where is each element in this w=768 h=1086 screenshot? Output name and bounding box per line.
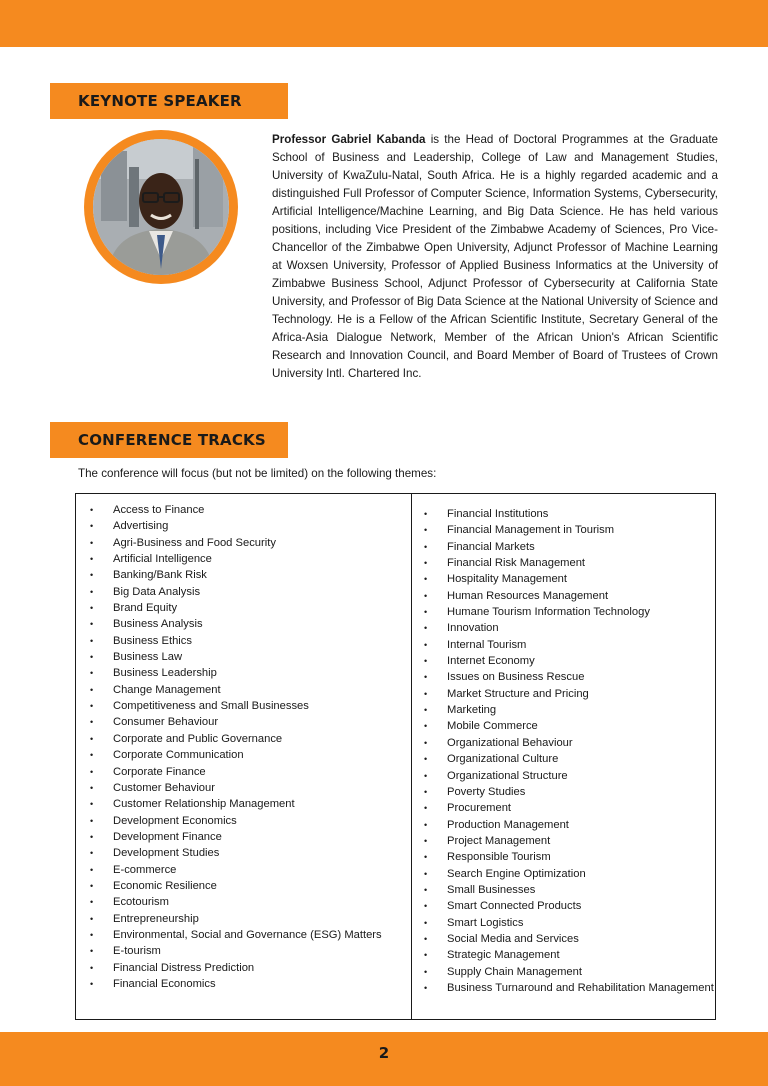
track-label: Competitiveness and Small Businesses <box>113 700 309 713</box>
bullet-icon: • <box>90 570 94 581</box>
track-label: Development Studies <box>113 847 220 860</box>
track-item <box>412 898 715 914</box>
track-item <box>412 604 715 620</box>
track-label: Environmental, Social and Governance (ESG) Matters <box>113 928 382 941</box>
track-label: Corporate and Public Governance <box>113 732 283 745</box>
bullet-icon: • <box>424 623 428 634</box>
track-label: Internet Economy <box>447 655 535 668</box>
bullet-icon: • <box>424 852 428 863</box>
bullet-icon: • <box>424 688 428 699</box>
track-label: Financial Distress Prediction <box>113 961 255 974</box>
track-label: Development Economics <box>113 814 237 827</box>
track-label: Banking/Bank Risk <box>113 569 207 582</box>
track-item <box>76 747 411 763</box>
track-item <box>412 866 715 882</box>
track-item <box>76 813 411 829</box>
bullet-icon: • <box>90 848 94 859</box>
bullet-icon: • <box>90 701 94 712</box>
bullet-icon: • <box>424 917 428 928</box>
track-label: Economic Resilience <box>113 879 217 892</box>
track-label: Small Businesses <box>447 883 536 896</box>
bullet-icon: • <box>90 586 94 597</box>
track-label: Poverty Studies <box>447 785 526 798</box>
track-item <box>412 735 715 751</box>
track-item <box>76 682 411 698</box>
bullet-icon: • <box>424 884 428 895</box>
bullet-icon: • <box>90 505 94 515</box>
track-item <box>412 522 715 538</box>
track-item <box>412 653 715 669</box>
track-item <box>76 731 411 747</box>
bullet-icon: • <box>424 656 428 667</box>
track-item <box>412 620 715 636</box>
bullet-icon: • <box>424 509 428 519</box>
speaker-photo-frame <box>84 130 238 284</box>
track-label: Entrepreneurship <box>113 912 199 925</box>
bullet-icon: • <box>90 978 94 989</box>
tracks-heading: CONFERENCE TRACKS <box>78 431 266 449</box>
track-label: Financial Management in Tourism <box>447 524 615 537</box>
track-label: Financial Economics <box>113 977 216 990</box>
track-item <box>76 862 411 878</box>
track-item <box>76 518 411 534</box>
track-item <box>76 845 411 861</box>
track-label: Financial Institutions <box>447 508 549 520</box>
track-item <box>412 588 715 604</box>
bullet-icon: • <box>90 815 94 826</box>
track-item <box>412 784 715 800</box>
track-label: Access to Finance <box>113 504 205 516</box>
track-item <box>76 976 411 992</box>
track-item <box>76 764 411 780</box>
track-item <box>412 686 715 702</box>
track-item <box>76 796 411 812</box>
track-item <box>412 849 715 865</box>
track-item <box>76 943 411 959</box>
track-label: Search Engine Optimization <box>447 867 586 880</box>
track-label: Business Turnaround and Rehabilitation Management <box>447 981 714 994</box>
keynote-heading: KEYNOTE SPEAKER <box>78 92 242 110</box>
bullet-icon: • <box>90 717 94 728</box>
tracks-heading-bar <box>50 422 288 458</box>
bullet-icon: • <box>90 652 94 663</box>
track-item <box>76 567 411 583</box>
bullet-icon: • <box>424 721 428 732</box>
bullet-icon: • <box>424 574 428 585</box>
track-label: Business Analysis <box>113 618 203 631</box>
bullet-icon: • <box>424 607 428 618</box>
track-item <box>76 551 411 567</box>
track-label: Agri-Business and Food Security <box>113 536 276 549</box>
track-item <box>76 584 411 600</box>
track-label: Issues on Business Rescue <box>447 671 585 684</box>
speaker-photo <box>93 139 229 275</box>
track-label: Responsible Tourism <box>447 851 551 864</box>
track-item <box>76 960 411 976</box>
bullet-icon: • <box>90 864 94 875</box>
track-label: Procurement <box>447 802 512 815</box>
track-item <box>76 829 411 845</box>
footer-banner <box>0 1032 768 1086</box>
track-item <box>76 780 411 796</box>
bullet-icon: • <box>424 819 428 830</box>
bullet-icon: • <box>90 554 94 565</box>
bullet-icon: • <box>90 603 94 614</box>
track-item <box>412 751 715 767</box>
track-item <box>412 768 715 784</box>
track-item <box>412 702 715 718</box>
speaker-name: Professor Gabriel Kabanda <box>272 133 426 146</box>
bullet-icon: • <box>424 590 428 601</box>
track-label: E-commerce <box>113 863 177 876</box>
bullet-icon: • <box>90 766 94 777</box>
bullet-icon: • <box>424 705 428 716</box>
bullet-icon: • <box>90 929 94 940</box>
track-label: Development Finance <box>113 830 222 843</box>
bullet-icon: • <box>424 639 428 650</box>
track-item <box>412 571 715 587</box>
bullet-icon: • <box>424 672 428 683</box>
bullet-icon: • <box>424 754 428 765</box>
bullet-icon: • <box>424 541 428 552</box>
track-label: Organizational Culture <box>447 753 559 766</box>
track-label: Big Data Analysis <box>113 585 201 598</box>
bullet-icon: • <box>90 946 94 957</box>
tracks-list-right <box>412 506 715 996</box>
track-label: Humane Tourism Information Technology <box>447 606 650 619</box>
track-label: Production Management <box>447 818 569 831</box>
bullet-icon: • <box>90 733 94 744</box>
track-label: Organizational Structure <box>447 769 568 782</box>
track-item <box>412 718 715 734</box>
bullet-icon: • <box>424 786 428 797</box>
track-item <box>412 947 715 963</box>
track-label: Corporate Finance <box>113 765 206 778</box>
track-item <box>76 665 411 681</box>
track-item <box>412 964 715 980</box>
track-label: Human Resources Management <box>447 589 609 602</box>
bullet-icon: • <box>424 558 428 569</box>
track-label: Financial Markets <box>447 540 535 553</box>
speaker-bio-text: is the Head of Doctoral Programmes at the Graduate School of Business and Leadership, College of Law and Management Studies, University of KwaZulu-Natal, South Africa. He is a highly regarded academic and a distinguished Full Professor of Computer Science, Information Systems, Cybersecurity, Artificial Intelligence/Machine Learning, and Big Data Science. He has held various positions, including Vice President of the Zimbabwe Academy of Sciences, Pro Vice-Chancellor of the Zimbabwe Open University, Adjunct Professor of Machine Learning at Woxsen University, Professor of Applied Business Informatics at the University of Zimbabwe Business School, Adjunct Professor of Cybersecurity at California State University, and Professor of Big Data Science at the National University of Science and Technology. He is a Fellow of the African Scientific Institute, Secretary General of the Africa-Asia Dialogue Network, Member of the African Union's African Scientific Research and Innovation Council, and Board Member of Board of Trustees of Crown University Intl. Chartered Inc. <box>272 133 718 380</box>
bullet-icon: • <box>90 913 94 924</box>
track-label: Business Leadership <box>113 667 217 680</box>
speaker-bio <box>272 131 718 383</box>
bullet-icon: • <box>90 897 94 908</box>
bullet-icon: • <box>90 668 94 679</box>
track-item <box>412 539 715 555</box>
track-label: Hospitality Management <box>447 573 568 586</box>
top-banner <box>0 0 768 47</box>
track-label: Mobile Commerce <box>447 720 538 733</box>
track-label: Consumer Behaviour <box>113 716 219 729</box>
track-label: Artificial Intelligence <box>113 553 212 566</box>
track-label: Ecotourism <box>113 896 169 909</box>
track-item <box>412 882 715 898</box>
bullet-icon: • <box>90 831 94 842</box>
bullet-icon: • <box>424 966 428 977</box>
tracks-column-right <box>412 494 715 1019</box>
track-item <box>76 894 411 910</box>
tracks-column-left <box>76 494 412 1019</box>
tracks-intro: The conference will focus (but not be limited) on the following themes: <box>78 467 437 480</box>
track-item <box>412 637 715 653</box>
bullet-icon: • <box>90 635 94 646</box>
bullet-icon: • <box>90 684 94 695</box>
tracks-list-left <box>76 502 411 992</box>
track-item <box>76 927 411 943</box>
bullet-icon: • <box>424 737 428 748</box>
bullet-icon: • <box>90 782 94 793</box>
track-item <box>76 616 411 632</box>
track-item <box>412 669 715 685</box>
bullet-icon: • <box>90 880 94 891</box>
keynote-heading-bar <box>50 83 288 119</box>
track-label: Internal Tourism <box>447 638 527 651</box>
bullet-icon: • <box>424 950 428 961</box>
track-label: E-tourism <box>113 945 161 958</box>
track-label: Customer Behaviour <box>113 781 215 794</box>
track-label: Corporate Communication <box>113 749 244 762</box>
track-item <box>412 931 715 947</box>
track-item <box>76 600 411 616</box>
track-label: Innovation <box>447 622 499 635</box>
track-label: Customer Relationship Management <box>113 798 295 811</box>
track-label: Organizational Behaviour <box>447 736 573 749</box>
track-item <box>76 911 411 927</box>
bullet-icon: • <box>90 537 94 548</box>
track-item <box>76 649 411 665</box>
track-item <box>76 714 411 730</box>
track-label: Business Ethics <box>113 634 192 647</box>
page-number: 2 <box>378 1044 390 1062</box>
track-label: Business Law <box>113 651 183 664</box>
track-item <box>412 980 715 996</box>
track-label: Market Structure and Pricing <box>447 687 589 700</box>
track-item <box>76 502 411 518</box>
track-item <box>76 633 411 649</box>
track-label: Financial Risk Management <box>447 557 586 570</box>
track-label: Strategic Management <box>447 949 560 962</box>
track-label: Social Media and Services <box>447 932 579 945</box>
bullet-icon: • <box>90 750 94 761</box>
track-label: Marketing <box>447 704 497 717</box>
track-item <box>412 800 715 816</box>
bullet-icon: • <box>90 962 94 973</box>
track-label: Supply Chain Management <box>447 965 582 978</box>
track-item <box>412 506 715 522</box>
track-label: Project Management <box>447 834 551 847</box>
track-item <box>412 817 715 833</box>
bullet-icon: • <box>424 835 428 846</box>
track-item <box>76 698 411 714</box>
track-item <box>412 915 715 931</box>
track-item <box>76 535 411 551</box>
tracks-table <box>75 493 716 1020</box>
bullet-icon: • <box>424 525 428 536</box>
track-item <box>412 555 715 571</box>
bullet-icon: • <box>424 868 428 879</box>
track-label: Brand Equity <box>113 602 178 615</box>
track-item <box>76 878 411 894</box>
bullet-icon: • <box>90 799 94 810</box>
track-label: Smart Logistics <box>447 916 524 929</box>
track-label: Change Management <box>113 683 221 696</box>
bullet-icon: • <box>424 803 428 814</box>
bullet-icon: • <box>90 619 94 630</box>
bullet-icon: • <box>424 770 428 781</box>
bullet-icon: • <box>424 982 428 993</box>
bullet-icon: • <box>424 901 428 912</box>
track-label: Smart Connected Products <box>447 900 582 913</box>
track-label: Advertising <box>113 520 169 533</box>
bullet-icon: • <box>90 521 94 532</box>
track-item <box>412 833 715 849</box>
bullet-icon: • <box>424 933 428 944</box>
